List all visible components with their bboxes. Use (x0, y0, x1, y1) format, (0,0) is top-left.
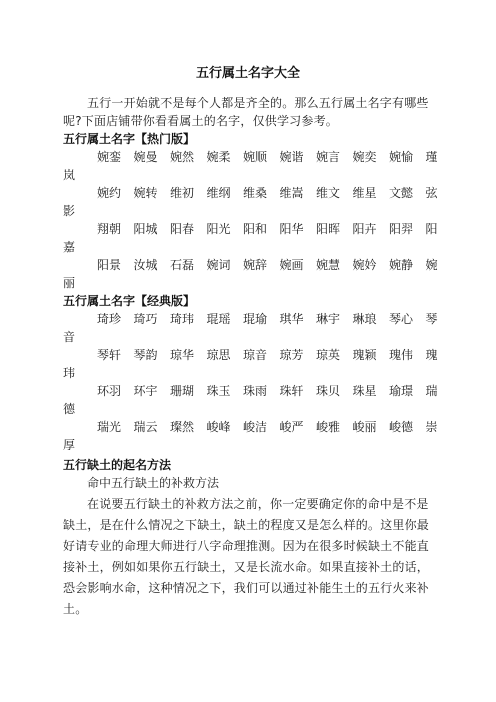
name-group (63, 184, 443, 220)
section-heading-classic: 五行属土名字【经典版】 (63, 294, 196, 308)
name: 琴心 (389, 312, 414, 326)
name: 琴轩 (97, 348, 122, 362)
name: 琳琅 (352, 312, 377, 326)
page-title: 五行属土名字大全 (195, 66, 300, 81)
name: 珠星 (352, 384, 377, 398)
name: 瑞光 (97, 420, 122, 434)
name: 维嵩 (279, 186, 304, 200)
name-group (63, 148, 443, 184)
name: 婉柔 (206, 150, 231, 164)
name: 峻德 (389, 420, 414, 434)
name: 瑞 (425, 384, 438, 398)
body-paragraph: 在说要五行缺土的补救方法之前，你一定要确定你的命中是不是缺土，是在什么情况之下缺土，缺土的程度又是怎么样的。这里你最好请专业的命理大师进行八字命理推测。因为在很多时候缺土不能直接补土，例如如果你五行缺土，又是长流水命。如果直接补土的话，恐会影响水命，这种情况之下，我们可以通过补能生土的五行火来补土。 (63, 497, 430, 616)
name: 维星 (352, 186, 377, 200)
name-row (63, 220, 443, 238)
name: 琴 (425, 312, 438, 326)
name: 阳光 (206, 222, 231, 236)
name-row (63, 148, 443, 166)
name: 环羽 (97, 384, 122, 398)
name-group (63, 382, 443, 418)
name-row (63, 418, 443, 436)
name-group (63, 310, 443, 346)
name-row (63, 310, 443, 328)
name: 婉词 (206, 258, 231, 272)
name: 维文 (316, 186, 341, 200)
name: 峻丽 (352, 420, 377, 434)
name: 维初 (170, 186, 195, 200)
name: 石磊 (170, 258, 195, 272)
name-row (63, 382, 443, 400)
name-group (63, 256, 443, 292)
intro-paragraph: 五行一开始就不是每个人都是齐全的。那么五行属土名字有哪些呢?下面店铺带你看看属土的名字，仅供学习参考。 (63, 96, 429, 128)
name: 婉慧 (316, 258, 341, 272)
name: 瑜璟 (389, 384, 414, 398)
name-row (63, 346, 443, 364)
name-group (63, 346, 443, 382)
name: 峻雅 (316, 420, 341, 434)
name: 珠玉 (206, 384, 231, 398)
name: 婉然 (170, 150, 195, 164)
name: 环宇 (133, 384, 158, 398)
name: 婉妗 (352, 258, 377, 272)
name: 婉转 (133, 186, 158, 200)
name: 文懿 (389, 186, 414, 200)
name: 婉静 (389, 258, 414, 272)
name: 琼英 (316, 348, 341, 362)
name: 阳卉 (352, 222, 377, 236)
name: 琼思 (206, 348, 231, 362)
name-row (63, 184, 443, 202)
name: 琨瑶 (206, 312, 231, 326)
name: 阳和 (243, 222, 268, 236)
name: 婉言 (316, 150, 341, 164)
name: 珠雨 (243, 384, 268, 398)
name: 阳春 (170, 222, 195, 236)
name-wrap: 厚 (63, 438, 76, 452)
name: 璨然 (170, 420, 195, 434)
name: 维纲 (206, 186, 231, 200)
name: 琦玮 (170, 312, 195, 326)
name: 阳 (425, 222, 438, 236)
name: 崇 (425, 420, 438, 434)
name-wrap: 音 (63, 330, 76, 344)
name: 琼芳 (279, 348, 304, 362)
name: 峻洁 (243, 420, 268, 434)
name: 瑰 (425, 348, 438, 362)
name: 婉奕 (352, 150, 377, 164)
name: 婉谐 (279, 150, 304, 164)
name-wrap: 影 (63, 204, 76, 218)
name-wrap: 德 (63, 402, 76, 416)
name-wrap: 丽 (63, 276, 76, 290)
name-wrap: 岚 (63, 168, 76, 182)
name: 珠贝 (316, 384, 341, 398)
name: 琦珍 (97, 312, 122, 326)
name: 阳晖 (316, 222, 341, 236)
name: 婉辞 (243, 258, 268, 272)
name-group (63, 220, 443, 256)
name: 汝城 (133, 258, 158, 272)
name-group (63, 418, 443, 454)
name-wrap: 玮 (63, 366, 76, 380)
name: 瑾 (425, 150, 438, 164)
name: 珊瑚 (170, 384, 195, 398)
name: 阳景 (97, 258, 122, 272)
name: 翔朝 (97, 222, 122, 236)
name: 婉愉 (389, 150, 414, 164)
section-heading-method: 五行缺土的起名方法 (63, 458, 172, 472)
name: 珠轩 (279, 384, 304, 398)
name: 琼音 (243, 348, 268, 362)
name: 瑰伟 (389, 348, 414, 362)
name: 瑰颖 (352, 348, 377, 362)
name-row (63, 256, 443, 274)
name: 阳城 (133, 222, 158, 236)
name: 婉曼 (133, 150, 158, 164)
name: 瑞云 (133, 420, 158, 434)
name: 婉顺 (243, 150, 268, 164)
name: 婉銮 (97, 150, 122, 164)
name: 阳华 (279, 222, 304, 236)
name: 婉画 (279, 258, 304, 272)
name: 弦 (425, 186, 438, 200)
section-heading-popular: 五行属土名字【热门版】 (63, 132, 196, 146)
name: 琨瑜 (243, 312, 268, 326)
name: 婉 (425, 258, 438, 272)
name: 琪华 (279, 312, 304, 326)
subsection-title: 命中五行缺土的补救方法 (87, 476, 220, 490)
name: 琴韵 (133, 348, 158, 362)
name: 婉约 (97, 186, 122, 200)
name: 琳宇 (316, 312, 341, 326)
name: 峻峰 (206, 420, 231, 434)
name: 阳羿 (389, 222, 414, 236)
name: 维桑 (243, 186, 268, 200)
name: 琼华 (170, 348, 195, 362)
name: 琦巧 (133, 312, 158, 326)
name-wrap: 嘉 (63, 240, 76, 254)
name: 峻严 (279, 420, 304, 434)
